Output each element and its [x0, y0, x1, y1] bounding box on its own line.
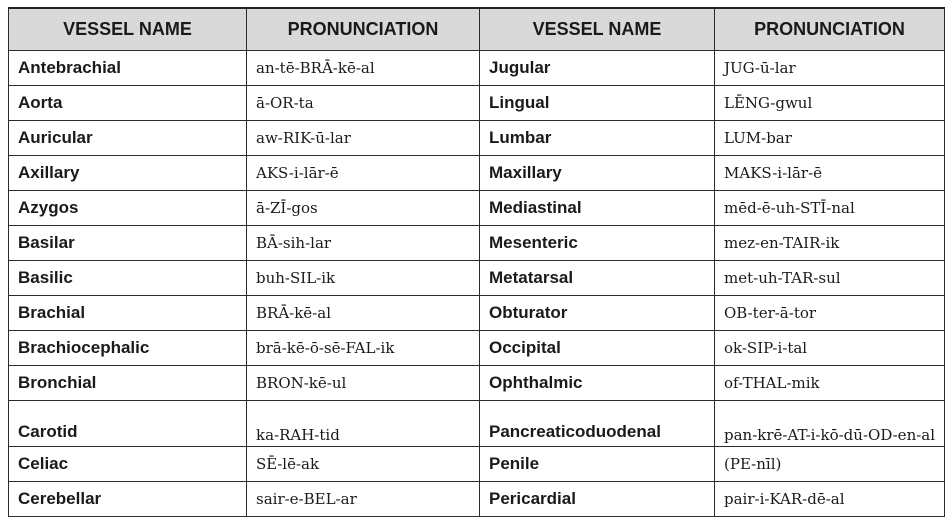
vessel-name-cell: Carotid	[9, 400, 247, 446]
vessel-name-cell: Metatarsal	[480, 260, 715, 295]
table-row	[9, 295, 945, 330]
vessel-name-cell: Mesenteric	[480, 225, 715, 260]
vessel-name-cell: Ophthalmic	[480, 365, 715, 400]
vessel-name-cell: Maxillary	[480, 155, 715, 190]
table-row	[9, 155, 945, 190]
vessel-name-cell: Basilar	[9, 225, 247, 260]
vessel-name-cell: Brachial	[9, 295, 247, 330]
pronunciation-cell: OB-ter-ā-tor	[715, 295, 945, 330]
vessel-name-cell: Pancreaticoduodenal	[480, 400, 715, 446]
vessel-pronunciation-table	[8, 7, 945, 517]
vessel-name-cell: Axillary	[9, 155, 247, 190]
table-row	[9, 225, 945, 260]
table-row	[9, 260, 945, 295]
pronunciation-cell: BRĀ-kē-al	[247, 295, 480, 330]
vessel-name-cell: Mediastinal	[480, 190, 715, 225]
table-row	[9, 85, 945, 120]
pronunciation-cell: (PE-nīl)	[715, 446, 945, 481]
vessel-name-cell: Lingual	[480, 85, 715, 120]
pronunciation-cell: an-tē-BRĀ-kē-al	[247, 50, 480, 85]
pronunciation-cell: ā-ZĪ-gos	[247, 190, 480, 225]
vessel-name-cell: Celiac	[9, 446, 247, 481]
vessel-name-cell: Jugular	[480, 50, 715, 85]
pronunciation-cell: BRON-kē-ul	[247, 365, 480, 400]
pronunciation-cell: ok-SIP-i-tal	[715, 330, 945, 365]
pronunciation-cell: sair-e-BEL-ar	[247, 481, 480, 516]
table-row	[9, 365, 945, 400]
vessel-name-cell: Auricular	[9, 120, 247, 155]
pronunciation-cell: mēd-ē-uh-STĪ-nal	[715, 190, 945, 225]
pronunciation-cell: aw-RIK-ū-lar	[247, 120, 480, 155]
header-pronunciation-1: PRONUNCIATION	[247, 8, 480, 50]
vessel-name-cell: Obturator	[480, 295, 715, 330]
table-row	[9, 400, 945, 446]
table-row	[9, 50, 945, 85]
pronunciation-cell: met-uh-TAR-sul	[715, 260, 945, 295]
pronunciation-cell: ā-OR-ta	[247, 85, 480, 120]
vessel-name-cell: Bronchial	[9, 365, 247, 400]
vessel-name-cell: Antebrachial	[9, 50, 247, 85]
pronunciation-cell: buh-SIL-ik	[247, 260, 480, 295]
table-row	[9, 446, 945, 481]
pronunciation-cell: JUG-ū-lar	[715, 50, 945, 85]
header-vessel-name-1: VESSEL NAME	[9, 8, 247, 50]
pronunciation-cell: ka-RAH-tid	[247, 400, 480, 446]
pronunciation-cell: of-THAL-mik	[715, 365, 945, 400]
table-row	[9, 190, 945, 225]
table-row	[9, 330, 945, 365]
header-pronunciation-2: PRONUNCIATION	[715, 8, 945, 50]
vessel-name-cell: Basilic	[9, 260, 247, 295]
pronunciation-cell: pair-i-KAR-dē-al	[715, 481, 945, 516]
vessel-name-cell: Cerebellar	[9, 481, 247, 516]
vessel-name-cell: Brachiocephalic	[9, 330, 247, 365]
vessel-name-cell: Penile	[480, 446, 715, 481]
pronunciation-cell: mez-en-TAIR-ik	[715, 225, 945, 260]
vessel-name-cell: Pericardial	[480, 481, 715, 516]
pronunciation-cell: MAKS-i-lār-ē	[715, 155, 945, 190]
vessel-name-cell: Aorta	[9, 85, 247, 120]
pronunciation-cell: LUM-bar	[715, 120, 945, 155]
vessel-name-cell: Occipital	[480, 330, 715, 365]
pronunciation-cell: AKS-i-lār-ē	[247, 155, 480, 190]
table-header-row	[9, 8, 945, 50]
vessel-name-cell: Azygos	[9, 190, 247, 225]
pronunciation-cell: SĒ-lē-ak	[247, 446, 480, 481]
table-row	[9, 481, 945, 516]
vessel-name-cell: Lumbar	[480, 120, 715, 155]
table-row	[9, 120, 945, 155]
header-vessel-name-2: VESSEL NAME	[480, 8, 715, 50]
pronunciation-cell: LĒNG-gwul	[715, 85, 945, 120]
pronunciation-cell: BĀ-sih-lar	[247, 225, 480, 260]
pronunciation-cell: brā-kē-ō-sē-FAL-ik	[247, 330, 480, 365]
pronunciation-cell: pan-krē-AT-i-kō-dū-OD-en-al	[715, 400, 945, 446]
